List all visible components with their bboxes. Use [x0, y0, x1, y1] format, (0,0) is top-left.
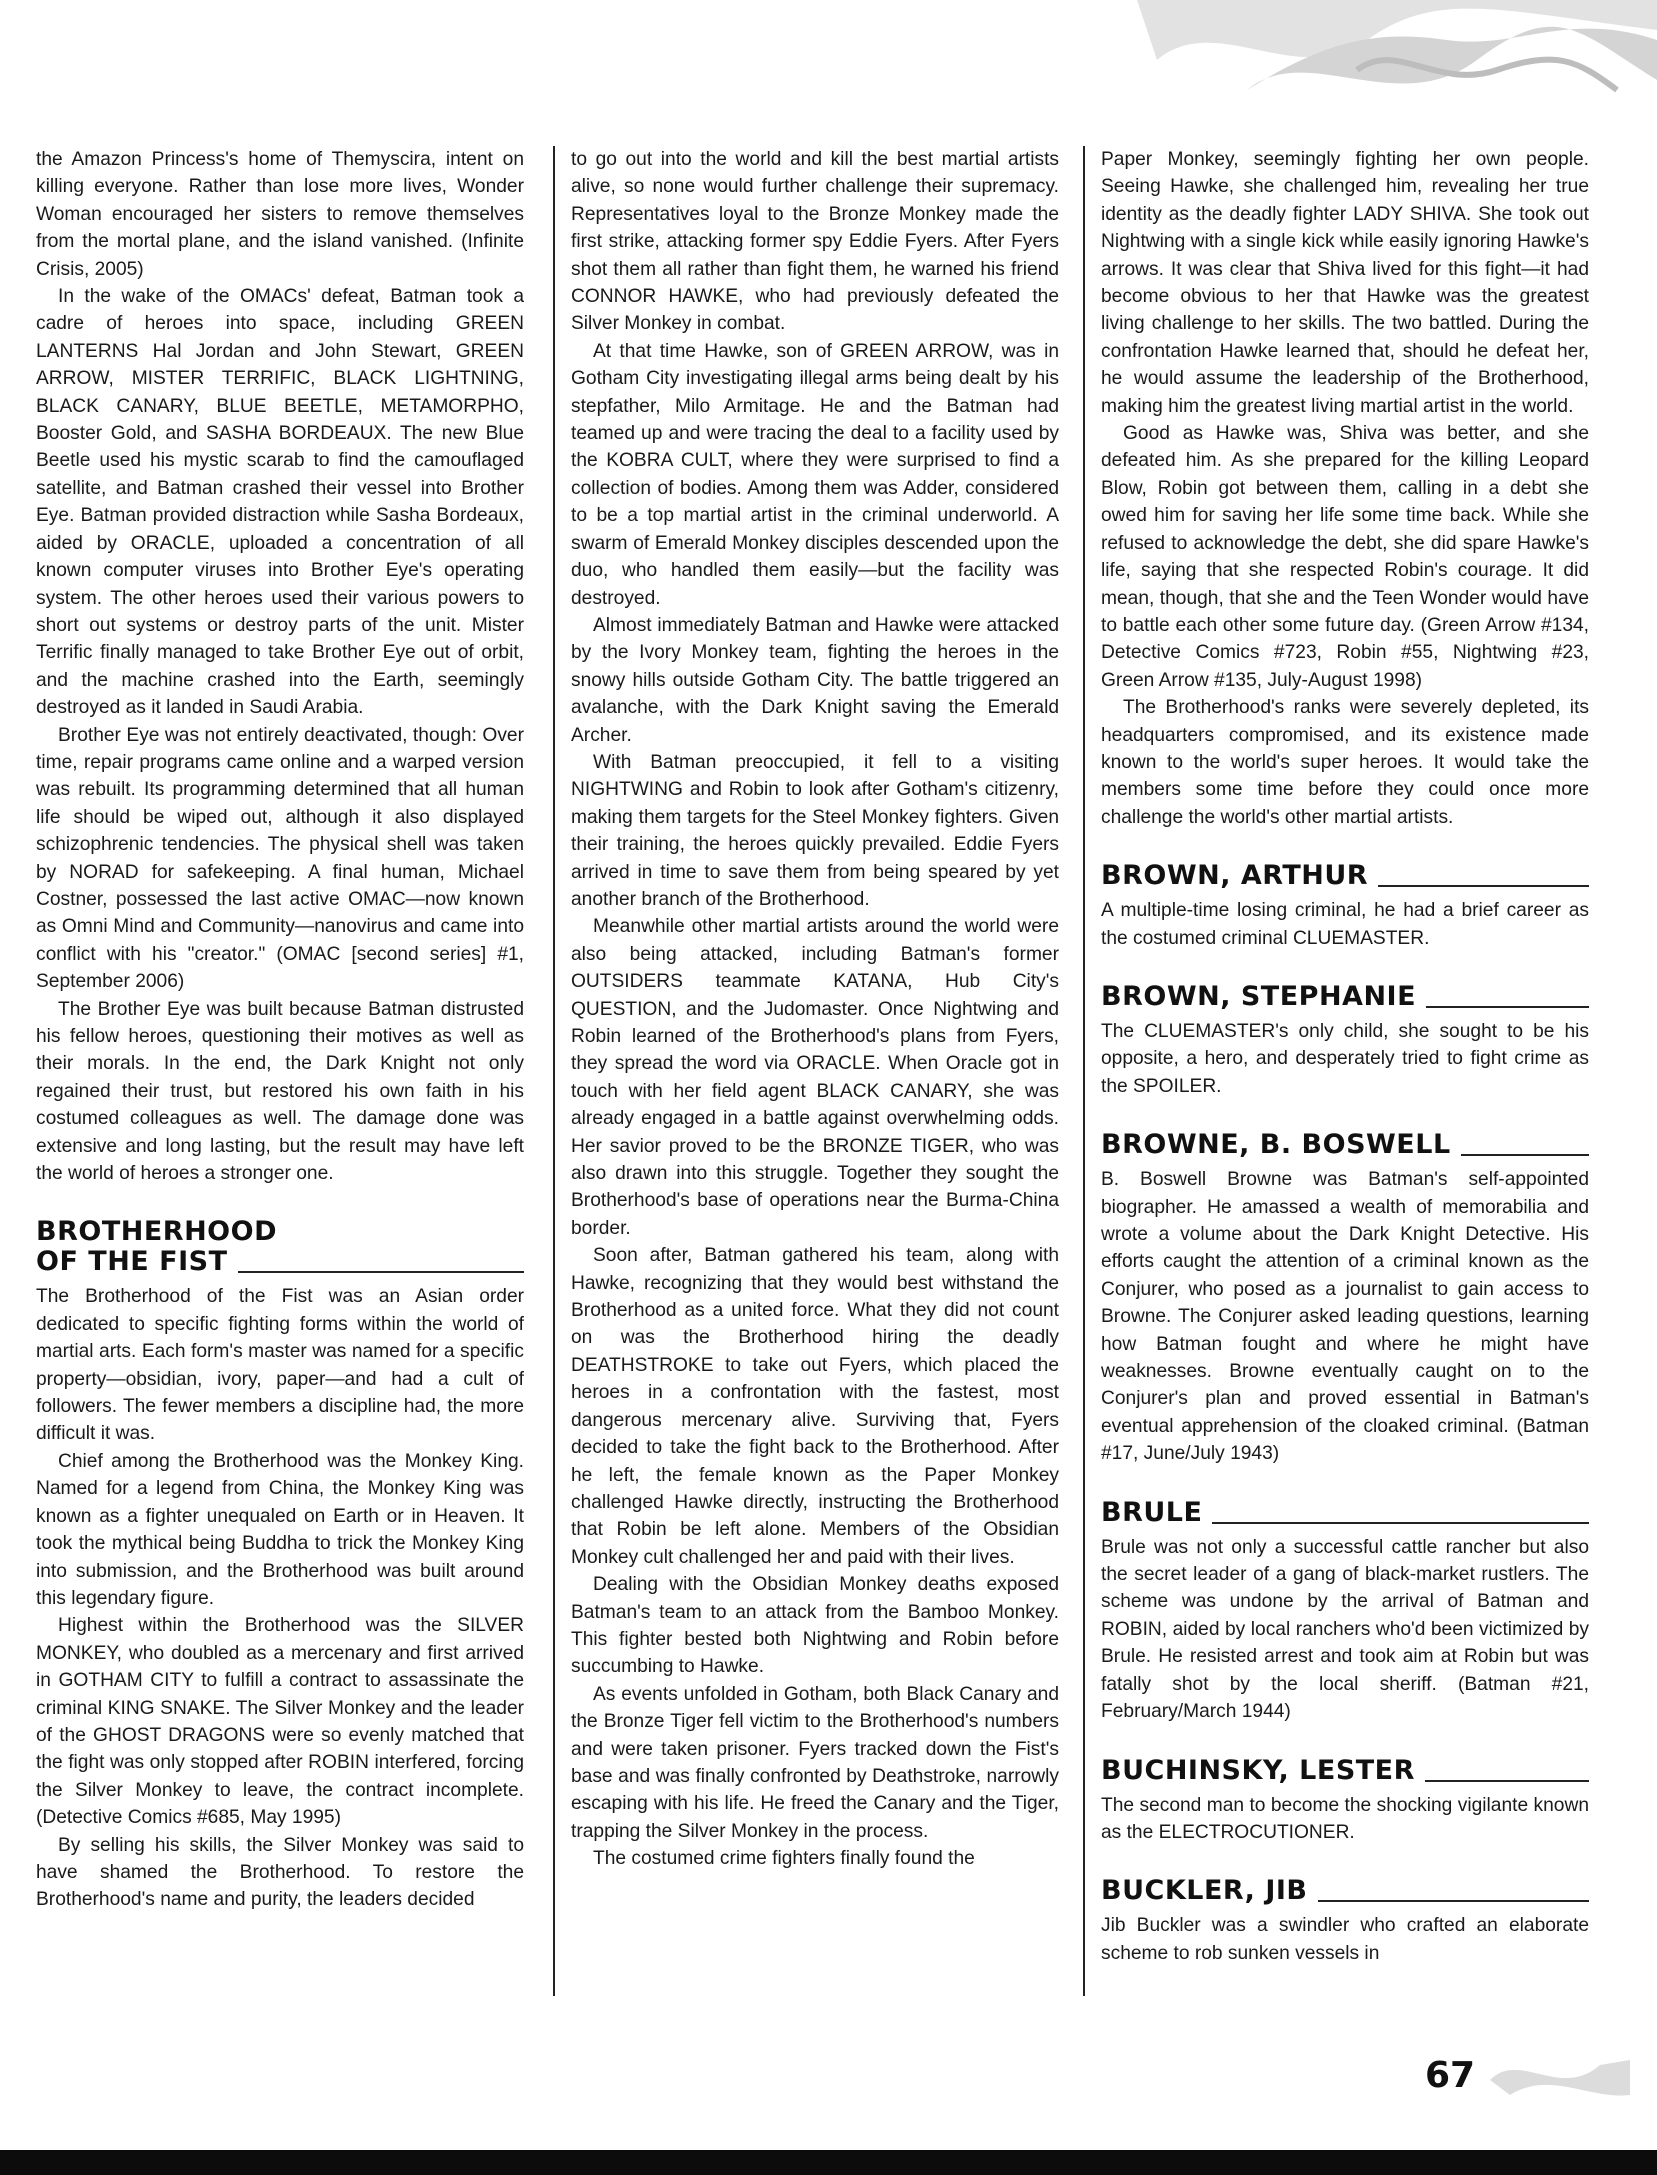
- paragraph: Good as Hawke was, Shiva was better, and she defeated him. As she prepared for the killing Leopard Blow, Robin got between them, calling in a debt she owed him for saving her life some time back. While she refused to acknowledge the debt, she did spare Hawke's life, saying that she respected Robin's courage. It did mean, though, that she and the Teen Wonder would have to battle each other some future day. (Green Arrow #134, Detective Comics #723, Robin #55, Nightwing #23, Green Arrow #135, July-August 1998): [1101, 423, 1589, 691]
- paragraph: the Amazon Princess's home of Themyscira, intent on killing everyone. Rather than lose more lives, Wonder Woman encouraged her sisters to remove themselves from the mortal plane, and the island vanished. (Infinite Crisis, 2005): [36, 149, 524, 280]
- entry-heading-brown-arthur: [1101, 861, 1589, 891]
- heading-rule: [1378, 885, 1589, 887]
- paragraph: A multiple-time losing criminal, he had a brief career as the costumed criminal CLUEMASTER.: [1101, 900, 1589, 949]
- paragraph: Brule was not only a successful cattle rancher but also the secret leader of a gang of black-market rustlers. The scheme was undone by the arrival of Batman and ROBIN, aided by local ranchers who'd been victimized by Brule. He resisted arrest and took aim at Robin but was fatally shot by the local sheriff. (Batman #21, February/March 1944): [1101, 1536, 1589, 1723]
- paragraph: The Brother Eye was built because Batman distrusted his fellow heroes, questioning their motives as well as their morals. In the end, the Dark Knight not only regained their trust, but restored his own faith in his costumed colleagues as well. The damage done was extensive and long lasting, but the result may have left the world of heroes a stronger one.: [36, 998, 524, 1185]
- paragraph: Paper Monkey, seemingly fighting her own people. Seeing Hawke, she challenged him, revealing her true identity as the deadly fighter LADY SHIVA. She took out Nightwing with a single kick while easily ignoring Hawke's arrows. It was clear that Shiva lived for this fight—it had become obvious to her that Hawke was the greatest living challenge to her skills. The two battled. During the confrontation Hawke learned that, should he defeat her, he would assume the leadership of the Brotherhood, making him the greatest living martial artist in the world.: [1101, 149, 1589, 417]
- bottom-bar: [0, 2150, 1657, 2175]
- paragraph: Highest within the Brotherhood was the SILVER MONKEY, who doubled as a mercenary and first arrived in GOTHAM CITY to fulfill a contract to assassinate the criminal KING SNAKE. The Silver Monkey and the leader of the GHOST DRAGONS were so evenly matched that the fight was only stopped after ROBIN interfered, forcing the Silver Monkey to leave, the contract incomplete. (Detective Comics #685, May 1995): [36, 1615, 524, 1829]
- entry-heading-buckler: [1101, 1876, 1589, 1906]
- heading-text: BUCKLER, JIB: [1101, 1875, 1308, 1907]
- paragraph: Dealing with the Obsidian Monkey deaths exposed Batman's team to an attack from the Bamboo Monkey. This fighter bested both Nightwing and Robin before succumbing to Hawke.: [571, 1574, 1059, 1678]
- heading-rule: [238, 1271, 524, 1273]
- heading-line: BROTHERHOOD: [36, 1216, 277, 1248]
- heading-rule: [1426, 1006, 1589, 1008]
- column-divider: [1083, 146, 1085, 1996]
- heading-text: BROWN, ARTHUR: [1101, 860, 1369, 892]
- paragraph: to go out into the world and kill the best martial artists alive, so none would further challenge their supremacy. Representatives loyal to the Bronze Monkey made the first strike, attacking former spy Eddie Fyers. After Fyers shot them all rather than fight them, he warned his friend CONNOR HAWKE, who had previously defeated the Silver Monkey in combat.: [571, 149, 1059, 335]
- paragraph: In the wake of the OMACs' defeat, Batman took a cadre of heroes into space, including GREEN LANTERNS Hal Jordan and John Stewart, GREEN ARROW, MISTER TERRIFIC, BLACK LIGHTNING, BLACK CANARY, BLUE BEETLE, METAMORPHO, Booster Gold, and SASHA BORDEAUX. The new Blue Beetle used his mystic scarab to find the camouflaged satellite, and Batman crashed their vessel into Brother Eye. Batman provided distraction while Sasha Bordeaux, aided by ORACLE, uploaded a concentration of all known computer viruses into Brother Eye's operating system. The other heroes used their various powers to short out systems or destroy parts of the unit. Mister Terrific finally managed to take Brother Eye out of orbit, and the machine crashed into the Earth, seemingly destroyed as it landed in Saudi Arabia.: [36, 286, 524, 719]
- entry-heading-browne-boswell: [1101, 1130, 1589, 1160]
- heading-text: BRULE: [1101, 1496, 1203, 1528]
- heading-rule: [1318, 1900, 1589, 1902]
- heading-text: BUCHINSKY, LESTER: [1101, 1754, 1415, 1786]
- paragraph: At that time Hawke, son of GREEN ARROW, was in Gotham City investigating illegal arms being dealt by his stepfather, Milo Armitage. He and the Batman had teamed up and were tracing the deal to a facility used by the KOBRA CULT, where they were surprised to find a collection of bodies. Among them was Adder, considered to be a top martial artist in the criminal underworld. A swarm of Emerald Monkey disciples descended upon the duo, who handled them easily—but the facility was destroyed.: [571, 340, 1059, 609]
- paragraph: By selling his skills, the Silver Monkey was said to have shamed the Brotherhood. To restore the Brotherhood's name and purity, the leaders decided: [36, 1834, 524, 1911]
- heading-line-wrap: [36, 1247, 524, 1277]
- column-divider: [553, 146, 555, 1996]
- entry-heading-brown-stephanie: [1101, 982, 1589, 1012]
- entry-heading-brotherhood: [36, 1217, 524, 1277]
- heading-text: BROWNE, B. BOSWELL: [1101, 1129, 1451, 1161]
- paragraph: With Batman preoccupied, it fell to a visiting NIGHTWING and Robin to look after Gotham's citizenry, making them targets for the Steel Monkey fighters. Given their training, the heroes quickly prevailed. Eddie Fyers arrived in time to save them from being speared by yet another branch of the Brotherhood.: [571, 751, 1059, 910]
- paragraph: B. Boswell Browne was Batman's self-appointed biographer. He amassed a wealth of memorabilia and wrote a volume about the Dark Knight Detective. His efforts caught the attention of a criminal known as the Conjurer, who posed as a journalist to gain access to Browne. The Conjurer asked leading questions, learning how Batman fought and where he might have weaknesses. Browne eventually caught on to the Conjurer's plan and proved essential in Batman's eventual apprehension of the cloaked criminal. (Batman #17, June/July 1943): [1101, 1169, 1589, 1465]
- heading-rule: [1425, 1780, 1589, 1782]
- paragraph: The Brotherhood's ranks were severely depleted, its headquarters compromised, and its existence made known to the world's super heroes. It would take the members some time before they could once more challenge the world's other martial artists.: [1101, 697, 1589, 828]
- paragraph: The second man to become the shocking vigilante known as the ELECTROCUTIONER.: [1101, 1794, 1589, 1843]
- heading-rule: [1461, 1154, 1589, 1156]
- column-left: [36, 146, 524, 1914]
- paragraph: The CLUEMASTER's only child, she sought to be his opposite, a hero, and desperately tried to fight crime as the SPOILER.: [1101, 1020, 1589, 1097]
- paragraph: Soon after, Batman gathered his team, along with Hawke, recognizing that they would best withstand the Brotherhood as a united force. What they did not count on was the Brotherhood hiring the deadly DEATHSTROKE to take out Fyers, which placed the heroes in a confrontation with the fastest, most dangerous mercenary alive. Surviving that, Fyers decided to take the fight back to the Brotherhood. After he left, the female known as the Paper Monkey challenged Hawke directly, instructing the Brotherhood that Robin be left alone. Members of the Obsidian Monkey cult challenged her and paid with their lives.: [571, 1245, 1059, 1568]
- paragraph: Meanwhile other martial artists around the world were also being attacked, including Batman's former OUTSIDERS teammate KATANA, Hub City's QUESTION, and the Judomaster. Once Nightwing and Robin learned of the Brotherhood's plans from Fyers, they spread the word via ORACLE. When Oracle got in touch with her field agent BLACK CANARY, she was already engaged in a battle against overwhelming odds. Her savior proved to be the BRONZE TIGER, who was also drawn into this struggle. Together they sought the Brotherhood's base of operations near the Burma-China border.: [571, 916, 1059, 1239]
- entry-heading-buchinsky: [1101, 1756, 1589, 1786]
- paragraph: Chief among the Brotherhood was the Monkey King. Named for a legend from China, the Monkey King was known as a fighter unequaled on Earth or in Heaven. It took the mythical being Buddha to trick the Monkey King into submission, and the Brotherhood was built around this legendary figure.: [36, 1450, 524, 1609]
- paragraph: The Brotherhood of the Fist was an Asian order dedicated to specific fighting forms within the world of martial arts. Each form's master was named for a specific property—obsidian, ivory, paper—and had a cult of followers. The fewer members a discipline had, the more difficult it was.: [36, 1286, 524, 1445]
- page-number: 67: [1425, 2055, 1476, 2096]
- column-right: [1101, 146, 1589, 1967]
- paragraph: As events unfolded in Gotham, both Black Canary and the Bronze Tiger fell victim to the Brotherhood's numbers and were taken prisoner. Fyers tracked down the Fist's base and was finally confronted by Deathstroke, narrowly escaping with his life. He freed the Canary and the Tiger, trapping the Silver Monkey in the process.: [571, 1683, 1059, 1842]
- paragraph: The costumed crime fighters finally found the: [593, 1848, 975, 1870]
- heading-text: BROWN, STEPHANIE: [1101, 980, 1417, 1012]
- heading-line: OF THE FIST: [36, 1246, 228, 1278]
- decorative-swirl-graphic: [1097, 0, 1657, 130]
- decorative-swirl-graphic: [1480, 2040, 1630, 2110]
- paragraph: Jib Buckler was a swindler who crafted an elaborate scheme to rob sunken vessels in: [1101, 1915, 1589, 1964]
- entry-heading-brule: [1101, 1498, 1589, 1528]
- paragraph: Almost immediately Batman and Hawke were attacked by the Ivory Monkey team, fighting the heroes in the snowy hills outside Gotham City. The battle triggered an avalanche, with the Dark Knight saving the Emerald Archer.: [571, 614, 1059, 746]
- column-middle: [571, 146, 1059, 1873]
- paragraph: Brother Eye was not entirely deactivated, though: Over time, repair programs came online and a warped version was rebuilt. Its programming determined that all human life should be wiped out, although it also displayed schizophrenic tendencies. The physical shell was taken by NORAD for safekeeping. A final human, Michael Costner, possessed the last active OMAC—now known as Omni Mind and Community—nanovirus and came into conflict with his "creator." (OMAC [second series] #1, September 2006): [36, 724, 524, 993]
- heading-rule: [1212, 1522, 1589, 1524]
